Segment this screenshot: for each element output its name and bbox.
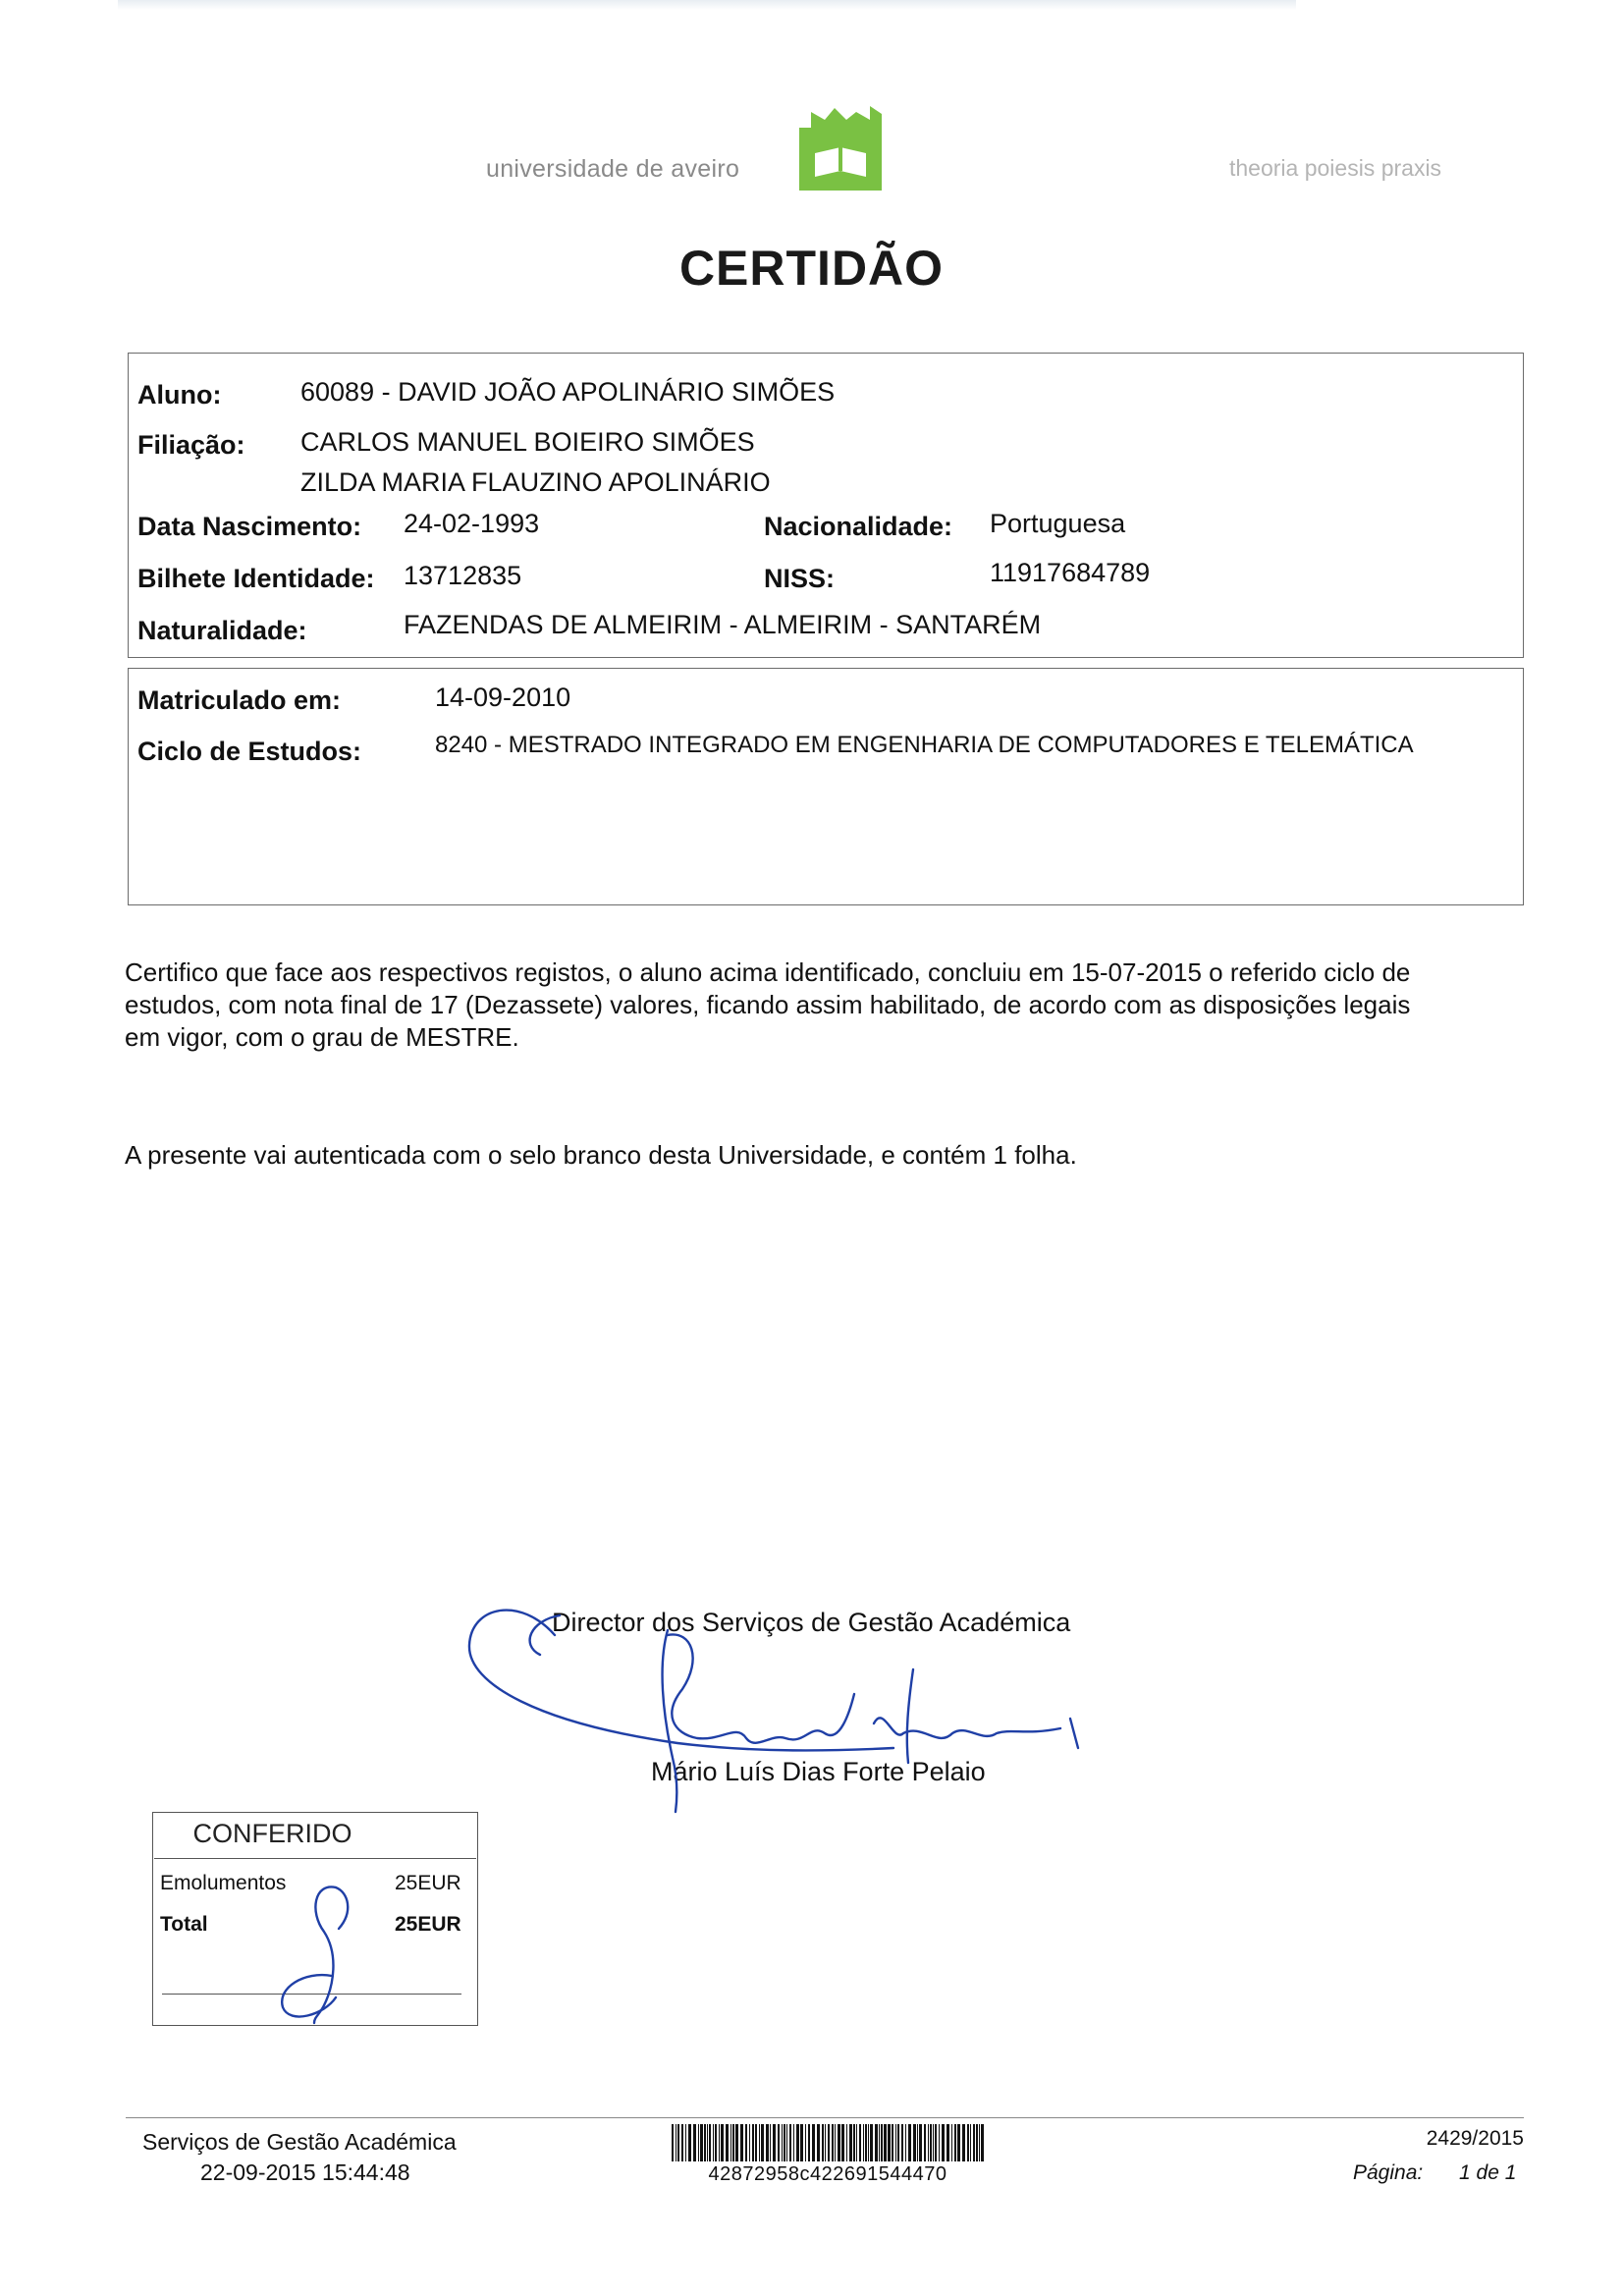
barcode-bar bbox=[698, 2124, 699, 2161]
barcode-bar bbox=[841, 2124, 844, 2161]
page-label: Página: bbox=[1353, 2161, 1424, 2184]
emolumentos-label: Emolumentos bbox=[160, 1872, 287, 1894]
barcode-bar bbox=[881, 2124, 883, 2161]
barcode-bar bbox=[805, 2124, 806, 2161]
barcode-bar bbox=[901, 2124, 903, 2161]
barcode-bar bbox=[979, 2124, 980, 2161]
certification-paragraph bbox=[125, 957, 1529, 1054]
barcode bbox=[670, 2124, 986, 2161]
barcode-bar bbox=[730, 2124, 731, 2161]
barcode-bar bbox=[962, 2124, 965, 2161]
barcode-bar bbox=[919, 2124, 922, 2161]
barcode-bar bbox=[808, 2124, 810, 2161]
naturalidade-label: Naturalidade: bbox=[137, 616, 307, 645]
barcode-bar bbox=[970, 2124, 971, 2161]
emolumentos-value: 25EUR bbox=[395, 1872, 461, 1894]
barcode-bar bbox=[939, 2124, 940, 2161]
barcode-bar bbox=[868, 2124, 869, 2161]
barcode-bar bbox=[719, 2124, 720, 2161]
barcode-bar bbox=[825, 2124, 826, 2161]
footer-datetime: 22-09-2015 15:44:48 bbox=[200, 2159, 410, 2185]
barcode-bar bbox=[759, 2124, 760, 2161]
barcode-bar bbox=[951, 2124, 952, 2161]
barcode-bar bbox=[726, 2124, 729, 2161]
barcode-bar bbox=[967, 2124, 969, 2161]
barcode-bar bbox=[976, 2124, 978, 2161]
barcode-bar bbox=[793, 2124, 794, 2161]
barcode-bar bbox=[713, 2124, 714, 2161]
barcode-bar bbox=[677, 2124, 679, 2161]
aluno-value: 60089 - DAVID JOÃO APOLINÁRIO SIMÕES bbox=[300, 377, 836, 407]
page-value: 1 de 1 bbox=[1459, 2161, 1517, 2184]
barcode-bar bbox=[800, 2124, 803, 2161]
university-motto: theoria poiesis praxis bbox=[1229, 155, 1442, 181]
scan-edge-shadow bbox=[118, 0, 1296, 10]
barcode-bar bbox=[924, 2124, 926, 2161]
barcode-bar bbox=[735, 2124, 738, 2161]
father-name: CARLOS MANUEL BOIEIRO SIMÕES bbox=[300, 427, 755, 457]
niss-value: 11917684789 bbox=[990, 558, 1151, 587]
nationality-label: Nacionalidade: bbox=[764, 512, 953, 541]
barcode-bar bbox=[928, 2124, 929, 2161]
barcode-bar bbox=[856, 2124, 857, 2161]
matriculado-label: Matriculado em: bbox=[137, 685, 342, 715]
barcode-bar bbox=[707, 2124, 708, 2161]
signatory-name: Mário Luís Dias Forte Pelaio bbox=[651, 1757, 986, 1786]
barcode-bar bbox=[778, 2124, 780, 2161]
birth-value: 24-02-1993 bbox=[404, 509, 540, 538]
barcode-bar bbox=[870, 2124, 873, 2161]
barcode-bar bbox=[709, 2124, 711, 2161]
paragraph-line: em vigor, com o grau de MESTRE. bbox=[125, 1022, 519, 1052]
barcode-number: 42872958c422691544470 bbox=[708, 2163, 947, 2185]
aluno-label: Aluno: bbox=[137, 380, 222, 410]
barcode-bar bbox=[897, 2124, 899, 2161]
barcode-bar bbox=[773, 2124, 776, 2161]
barcode-bar bbox=[917, 2124, 918, 2161]
barcode-bar bbox=[853, 2124, 855, 2161]
barcode-bar bbox=[749, 2124, 750, 2161]
niss-label: NISS: bbox=[764, 564, 836, 593]
barcode-bar bbox=[786, 2124, 787, 2161]
total-label: Total bbox=[160, 1913, 208, 1936]
barcode-bar bbox=[832, 2124, 834, 2161]
barcode-bar bbox=[740, 2124, 743, 2161]
total-value: 25EUR bbox=[395, 1913, 461, 1936]
barcode-bar bbox=[789, 2124, 791, 2161]
barcode-bar bbox=[766, 2124, 769, 2161]
conferido-title: CONFERIDO bbox=[192, 1819, 352, 1848]
document-title: CERTIDÃO bbox=[678, 241, 945, 296]
barcode-bar bbox=[681, 2124, 683, 2161]
document-number: 2429/2015 bbox=[1426, 2127, 1524, 2150]
mother-name: ZILDA MARIA FLAUZINO APOLINÁRIO bbox=[300, 467, 771, 497]
conferido-separator bbox=[154, 1858, 476, 1859]
barcode-bar bbox=[700, 2124, 703, 2161]
barcode-bar bbox=[761, 2124, 764, 2161]
barcode-bar bbox=[930, 2124, 932, 2161]
barcode-bar bbox=[895, 2124, 896, 2161]
barcode-bar bbox=[913, 2124, 916, 2161]
nationality-value: Portuguesa bbox=[990, 509, 1126, 538]
barcode-bar bbox=[784, 2124, 785, 2161]
barcode-bar bbox=[752, 2124, 754, 2161]
conferido-initials-signature bbox=[265, 1878, 373, 2025]
id-label: Bilhete Identidade: bbox=[137, 564, 375, 593]
paragraph-line: Certifico que face aos respectivos registos, o aluno acima identificado, concluiu em 15-07-2015 o referido ciclo de bbox=[125, 957, 1411, 987]
barcode-bar bbox=[812, 2124, 815, 2161]
barcode-bar bbox=[755, 2124, 757, 2161]
barcode-bar bbox=[822, 2124, 824, 2161]
barcode-bar bbox=[693, 2124, 696, 2161]
ciclo-value: 8240 - MESTRADO INTEGRADO EM ENGENHARIA DE COMPUTADORES E TELEMÁTICA bbox=[435, 732, 1414, 758]
barcode-bar bbox=[817, 2124, 820, 2161]
barcode-bar bbox=[908, 2124, 911, 2161]
matriculado-value: 14-09-2010 bbox=[435, 683, 571, 712]
barcode-bar bbox=[704, 2124, 706, 2161]
barcode-bar bbox=[721, 2124, 724, 2161]
barcode-bar bbox=[892, 2124, 893, 2161]
barcode-bar bbox=[865, 2124, 867, 2161]
barcode-bar bbox=[846, 2124, 847, 2161]
barcode-bar bbox=[745, 2124, 747, 2161]
barcode-bar bbox=[981, 2124, 984, 2161]
naturalidade-value: FAZENDAS DE ALMEIRIM - ALMEIRIM - SANTARÉM bbox=[404, 610, 1042, 639]
paragraph-line: estudos, com nota final de 17 (Dezassete) valores, ficando assim habilitado, de acordo com as disposições legais bbox=[125, 990, 1411, 1019]
barcode-bar bbox=[859, 2124, 861, 2161]
university-name: universidade de aveiro bbox=[486, 155, 740, 183]
barcode-bar bbox=[947, 2124, 949, 2161]
barcode-bar bbox=[954, 2124, 956, 2161]
barcode-bar bbox=[905, 2124, 906, 2161]
id-value: 13712835 bbox=[404, 561, 522, 590]
signatory-role: Director dos Serviços de Gestão Académica bbox=[552, 1608, 1071, 1637]
footer-department: Serviços de Gestão Académica bbox=[142, 2129, 457, 2155]
barcode-bar bbox=[849, 2124, 852, 2161]
barcode-bar bbox=[888, 2124, 891, 2161]
barcode-bar bbox=[879, 2124, 880, 2161]
barcode-bar bbox=[828, 2124, 830, 2161]
barcode-bar bbox=[782, 2124, 783, 2161]
barcode-bar bbox=[835, 2124, 836, 2161]
barcode-bar bbox=[672, 2124, 674, 2161]
ciclo-label: Ciclo de Estudos: bbox=[137, 737, 362, 766]
barcode-bar bbox=[838, 2124, 840, 2161]
barcode-bar bbox=[770, 2124, 771, 2161]
birth-label: Data Nascimento: bbox=[137, 512, 362, 541]
barcode-bar bbox=[688, 2124, 691, 2161]
barcode-bar bbox=[796, 2124, 799, 2161]
barcode-bar bbox=[935, 2124, 937, 2161]
barcode-bar bbox=[863, 2124, 864, 2161]
barcode-bar bbox=[933, 2124, 934, 2161]
barcode-bar bbox=[715, 2124, 717, 2161]
barcode-bar bbox=[942, 2124, 945, 2161]
barcode-bar bbox=[957, 2124, 960, 2161]
footer-divider bbox=[126, 2117, 1524, 2118]
authentication-note: A presente vai autenticada com o selo branco desta Universidade, e contém 1 folha. bbox=[125, 1140, 1077, 1170]
barcode-bar bbox=[685, 2124, 686, 2161]
barcode-bar bbox=[884, 2124, 887, 2161]
barcode-bar bbox=[875, 2124, 878, 2161]
filiacao-label: Filiação: bbox=[137, 430, 245, 460]
handwritten-signature bbox=[461, 1576, 1109, 1822]
university-logo-icon bbox=[795, 106, 886, 194]
barcode-bar bbox=[973, 2124, 975, 2161]
barcode-bar bbox=[732, 2124, 734, 2161]
